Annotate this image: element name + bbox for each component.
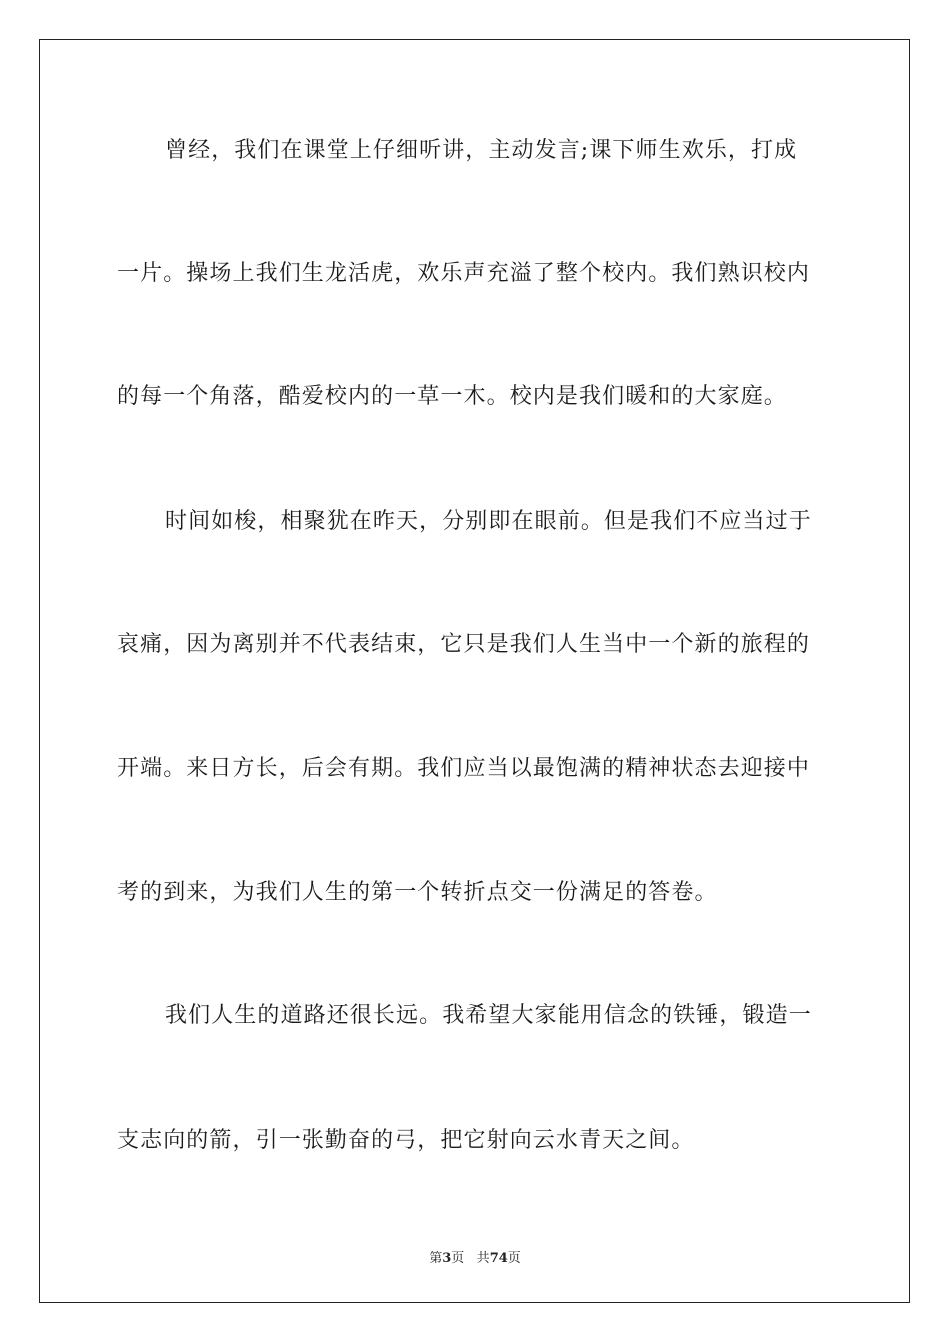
paragraph-3-line-1: 我们人生的道路还很长远。我希望大家能用信念的铁锤，锻造一 [165,1003,812,1028]
paragraph-1-line-3: 的每一个角落，酷爱校内的一草一木。校内是我们暖和的大家庭。 [117,384,787,409]
total-prefix: 共 [476,1251,490,1266]
total-pages: 74 [489,1251,508,1266]
paragraph-1-line-1: 曾经，我们在课堂上仔细听讲，主动发言;课下师生欢乐，打成 [165,138,798,163]
paragraph-3-line-2: 支志向的箭，引一张勤奋的弓，把它射向云水青天之间。 [117,1128,695,1153]
paragraph-1-line-2: 一片。操场上我们生龙活虎，欢乐声充溢了整个校内。我们熟识校内 [117,261,811,286]
page-suffix: 页 [451,1251,465,1266]
page-number: 3 [442,1251,452,1266]
page-border [39,39,910,1303]
page-prefix: 第 [429,1251,443,1266]
paragraph-2-line-3: 开端。来日方长，后会有期。我们应当以最饱满的精神状态去迎接中 [117,756,811,781]
paragraph-2-line-1: 时间如梭，相聚犹在昨天，分别即在眼前。但是我们不应当过于 [165,509,812,534]
page-footer [0,1247,950,1266]
paragraph-2-line-4: 考的到来，为我们人生的第一个转折点交一份满足的答卷。 [117,880,718,905]
total-suffix: 页 [507,1251,521,1266]
paragraph-2-line-2: 哀痛，因为离别并不代表结束，它只是我们人生当中一个新的旅程的 [117,632,811,657]
